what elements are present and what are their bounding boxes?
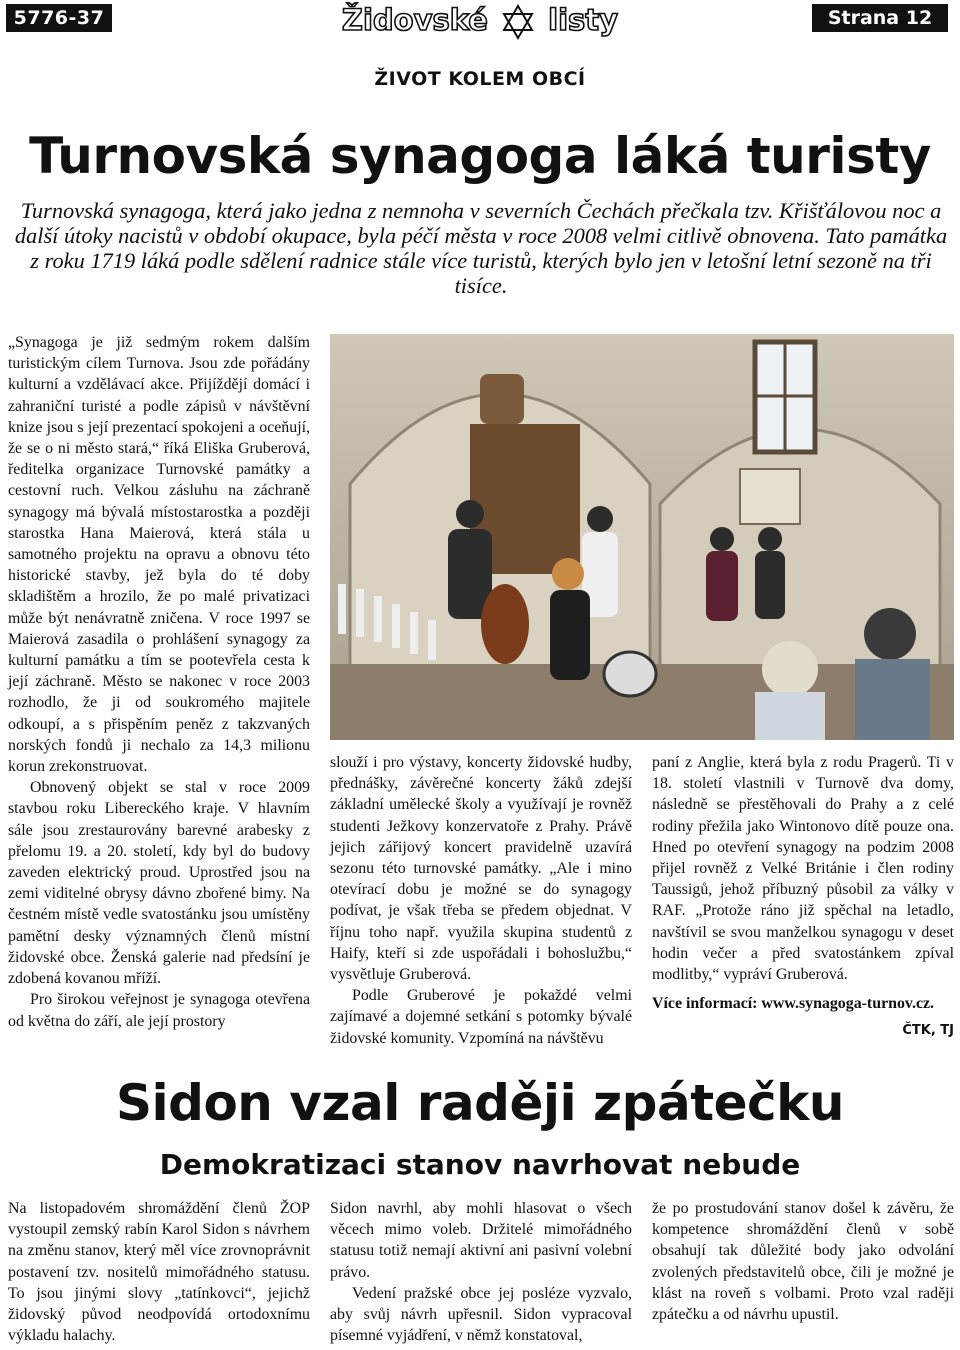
article-column-3 [652, 752, 954, 1042]
paragraph: Vedení pražské obce jej posléze vyzvalo, aby svůj návrh upřesnil. Sidon vypracoval písemné vyjádření, v němž konstatoval, [330, 1284, 632, 1345]
paragraph: paní z Anglie, která byla z rodu Pragerů. Ti v 18. století vlastnili v Turnově dva domy, následně se přestěhovali do Prahy a z celé rodiny přežila jako Wintonovo dítě pouze ona. Hned po otevření synagogy na podzim 2008 přijel rovněž z Velké Británie i člen rodiny Taussigů, jehož příbuzný působil za války v RAF. „Protože ráno již spěchal na letadlo, navštívil se svou manželkou synagogu v deset hodin večer a před svatostánkem zpíval modlitby,“ vypráví Gruberová. [652, 754, 954, 984]
section-title: ŽIVOT KOLEM OBCÍ [374, 68, 586, 90]
masthead-title-right: listy [548, 3, 619, 37]
more-info-link[interactable]: Více informací: www.synagoga-turnov.cz. [652, 995, 935, 1013]
paragraph: Pro širokou veřejnost je synagoga otevřena od května do září, ale její prostory [8, 991, 310, 1030]
paragraph: „Synagoga je již sedmým rokem dalším turistickým cílem Turnova. Jsou zde pořádány kulturní a vzdělávací akce. Přijíždějí domácí i zahraniční turisté a podle zápisů v návštěvní knize jsou s její prezentací spokojeni a oceňují, že se o ni město stará,“ říká Eliška Gruberová, ředitelka organizace Turnovské památky a cestovní ruch. Velkou zásluhu na záchraně synagogy má bývalá místostarostka a později starostka Hana Maierová, která stála u samotného projektu na opravu a obnovu této historické stavby, jež byla do té doby skladištěm a hrozilo, že po malé privatizaci může být nenávratně zničena. V roce 1997 se Maierová zasadila o prohlášení synagogy za kulturní památku a tím se pootevřela cesta k její záchraně. Město se nakonec v roce 2003 rozhodlo, že ji od soukromého majitele odkoupí, a s přispěním peněz z takzvaných norských fondů ji nechalo za 14,3 milionu korun zrekonstruovat. [8, 334, 310, 776]
photo-illustration [330, 334, 954, 740]
page-number: Strana 12 [812, 4, 948, 32]
paragraph: Podle Gruberové je pokaždé velmi zajímavé a dojemné setkání s potomky bývalé židovské komunity. Vzpomíná na návštěvu [330, 987, 632, 1047]
issue-number: 5776-37 [6, 4, 112, 32]
paragraph: slouží i pro výstavy, koncerty židovské hudby, přednášky, závěrečné koncerty žáků zdejší základní umělecké školy a využívají je rovněž studenti Ježkovy konzervatoře z Prahy. Právě jejich zářijový koncert pravidelně uzavírá sezonu této turnovské památky. „Ale i mino otevírací dobu je možné se do synagogy podívat, je však třeba se předem objednat. V říjnu toho např. využila skupina studentů z Haify, kteří si zde uspořádali i bohoslužbu,“ vysvětluje Gruberová. [330, 754, 632, 984]
paragraph: že po prostudování stanov došel k závěru, že kompetence shromáždění členů v sobě obsahují tak důležité body jako odvolání zvolených představitelů obce, čili je možné je klást na roveň s volbami. Proto vzal raději zpátečku a od návrhu upustil. [652, 1200, 954, 1324]
article-column-1 [8, 332, 310, 1032]
article2-column-2 [330, 1198, 632, 1346]
masthead [300, 0, 660, 40]
article2-subheadline: Demokratizaci stanov navrhovat nebude [159, 1148, 801, 1181]
article2-column-1 [8, 1198, 310, 1346]
article-headline: Turnovská synagoga láká turisty [29, 127, 931, 185]
masthead-title-left: Židovské [341, 3, 488, 37]
article2-column-3 [652, 1198, 954, 1325]
article-credit: ČTK, TJ [902, 1023, 954, 1039]
synagogue-concert-photo [330, 334, 954, 740]
paragraph: Obnovený objekt se stal v roce 2009 stavbou roku Libereckého kraje. V hlavním sále jsou zrestaurovány barevné arabesky z přelomu 19. a 20. století, kdy byl do budovy zaveden elektrický proud. Uprostřed jsou na zemi viditelné obrysy dávno zbořené bimy. Na čestném místě vedle svatostánku jsou umístěny pamětní desky významných členů místní židovské obce. Ženská galerie nad předsíní je zdobená kovanou mříží. [8, 779, 310, 988]
paragraph: Na listopadovém shromáždění členů ŽOP vystoupil zemský rabín Karol Sidon s návrhem na změnu stanov, který měl více zrovnoprávnit postavení tzv. nositelů mimořádného statusu. To jsou jinými slovy „tatínkovci“, jejichž židovský původ neodpovídá ortodoxnímu výkladu halachy. [8, 1200, 310, 1345]
article-column-2 [330, 752, 632, 1049]
article-lead: Turnovská synagoga, která jako jedna z nemnoha v severních Čechách přečkala tzv. Křišťálovou noc a další útoky nacistů v období okupace, byla péčí města v roce 2008 velmi citlivě obnovena. Tato památka z roku 1719 láká podle sdělení radnice stále více turistů, kterých bylo jen v letošní letní sezoně na tři tisíce. [14, 198, 948, 298]
article2-headline: Sidon vzal raději zpátečku [116, 1074, 844, 1132]
star-of-david-icon [500, 4, 536, 40]
paragraph: Sidon navrhl, aby mohli hlasovat o všech věcech mimo voleb. Držitelé mimořádného statusu totiž nemají aktivní ani pasivní volební právo. [330, 1200, 632, 1281]
